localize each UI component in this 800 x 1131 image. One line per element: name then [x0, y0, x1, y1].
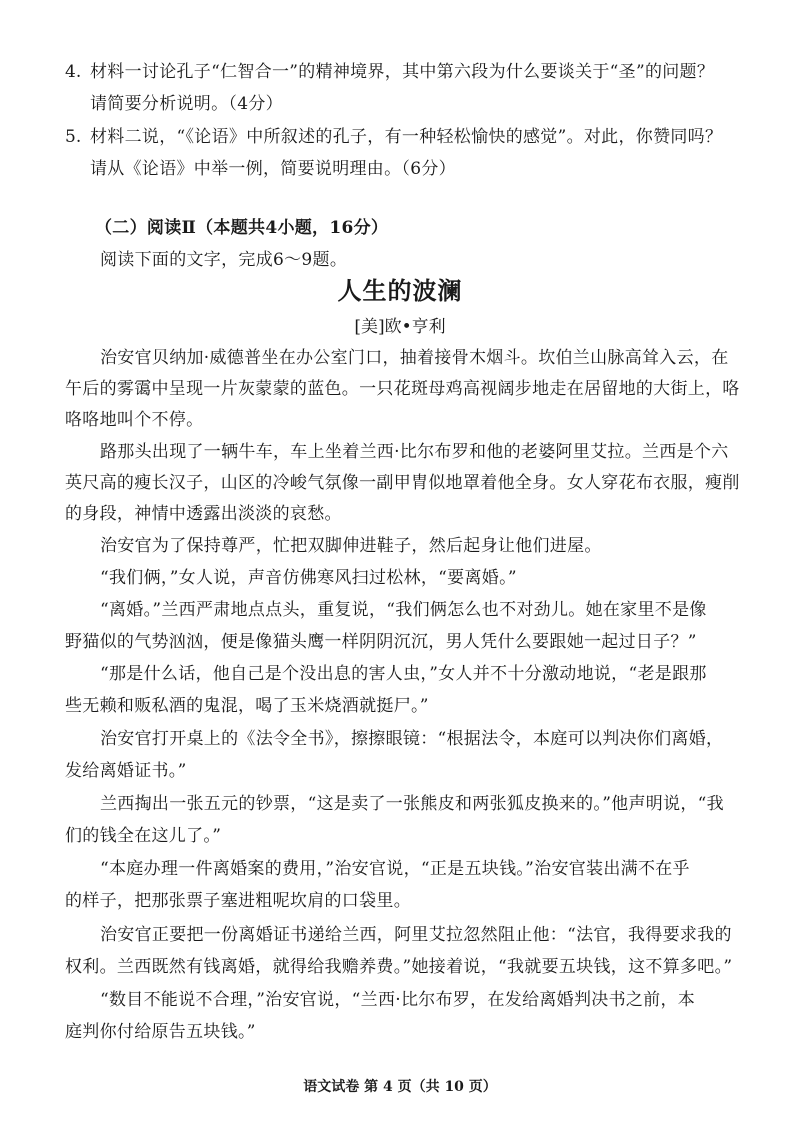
- body-line: 权利。兰西既然有钱离婚，就得给我赡养费。”她接着说，“我就要五块钱，这不算多吧。”: [65, 957, 733, 977]
- body-line: 英尺高的瘦长汉子，山区的冷峻气氛像一副甲胄似地罩着他全身。女人穿花布衣服，瘦削: [65, 473, 740, 493]
- body-line: 午后的雾霭中呈现一片灰蒙蒙的蓝色。一只花斑母鸡高视阔步地走在居留地的大街上，咯: [65, 379, 740, 399]
- body-line: “那是什么话，他自己是个没出息的害人虫，”女人并不十分激动地说，“老是跟那: [100, 664, 707, 684]
- body-line: 野猫似的气势汹汹，便是像猫头鹰一样阴阴沉沉，男人凭什么要跟她一起过日子？”: [65, 632, 697, 652]
- body-line: “离婚。”兰西严肃地点点头，重复说，“我们俩怎么也不对劲儿。她在家里不是像: [100, 600, 707, 620]
- body-line: 路那头出现了一辆牛车，车上坐着兰西·比尔布罗和他的老婆阿里艾拉。兰西是个六: [100, 442, 729, 462]
- body-line: 咯咯地叫个不停。: [65, 410, 204, 430]
- section-heading: （二）阅读Ⅱ（本题共4小题，16分）: [95, 218, 389, 238]
- question-text: 材料二说，“《论语》中所叙述的孔子，有一种轻松愉快的感觉”。对此，你赞同吗？: [90, 127, 723, 147]
- body-line: 的样子，把那张票子塞进粗呢坎肩的口袋里。: [65, 891, 411, 911]
- body-line: “数目不能说不合理，”治安官说，“兰西·比尔布罗，在发给离婚判决书之前，本: [100, 990, 696, 1010]
- body-line: “我们俩，”女人说，声音仿佛寒风扫过松林，“要离婚。”: [100, 568, 517, 588]
- question-number: 4.: [65, 62, 82, 82]
- body-line: 些无赖和贩私酒的鬼混，喝了玉米烧酒就挺尸。”: [65, 696, 429, 716]
- body-line: 治安官为了保持尊严，忙把双脚伸进鞋子，然后起身让他们进屋。: [100, 536, 602, 556]
- body-line: “本庭办理一件离婚案的费用，”治安官说，“正是五块钱。”治安官装出满不在乎: [100, 859, 690, 879]
- body-line: 治安官正要把一份离婚证书递给兰西，阿里艾拉忽然阻止他：“法官，我得要求我的: [100, 925, 732, 945]
- question-text: 请从《论语》中举一例，简要说明理由。（6分）: [90, 159, 456, 179]
- body-line: 的身段，神情中透露出淡淡的哀愁。: [65, 504, 342, 524]
- body-line: 庭判你付给原告五块钱。”: [65, 1022, 256, 1042]
- question-text: 请简要分析说明。（4分）: [90, 94, 283, 114]
- question-text: 材料一讨论孔子“仁智合一”的精神境界，其中第六段为什么要谈关于“圣”的问题？: [90, 62, 715, 82]
- body-line: 兰西掏出一张五元的钞票，“这是卖了一张熊皮和两张狐皮换来的。”他声明说，“我: [100, 794, 724, 814]
- body-line: 发给离婚证书。”: [65, 761, 187, 781]
- article-title: 人生的波澜: [337, 276, 463, 305]
- body-line: 治安官贝纳加·威德普坐在办公室门口，抽着接骨木烟斗。坎伯兰山脉高耸入云，在: [100, 348, 729, 368]
- article-author: [美]欧•亨利: [354, 317, 446, 337]
- body-line: 们的钱全在这儿了。”: [65, 826, 222, 846]
- section-instruction: 阅读下面的文字，完成6～9题。: [100, 250, 348, 270]
- question-number: 5.: [65, 127, 82, 147]
- body-line: 治安官打开桌上的《法令全书》，擦擦眼镜：“根据法令，本庭可以判决你们离婚，: [100, 729, 724, 749]
- page-footer: 语文试卷 第 4 页（共 10 页）: [303, 1079, 497, 1095]
